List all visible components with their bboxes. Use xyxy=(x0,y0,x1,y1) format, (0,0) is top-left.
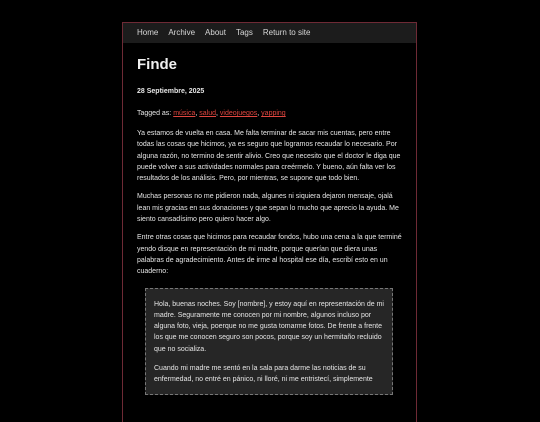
quote-paragraph: Cuando mi madre me sentó en la sala para darme las noticias de su enfermedad, no entré en pánico, ni lloré, ni me entristecí, simplemente xyxy=(154,365,373,384)
post-paragraph: Entre otras cosas que hicimos para recaudar fondos, hubo una cena a la que terminé yendo disque en representación de mi madre, porque querían que diera unas palabras de agradecimiento. Antes de irme al hospital ese día, escribí esto en un cuaderno: xyxy=(137,234,402,276)
nav-archive-link[interactable]: Archive xyxy=(168,28,196,37)
post-title: Finde xyxy=(137,56,177,73)
post-date: 28 Septiembre, 2025 xyxy=(137,88,205,95)
tag-link-yapping[interactable]: yapping xyxy=(261,110,286,117)
post-tags: Tagged as: música, salud, videojuegos, yapping xyxy=(137,110,286,117)
quote-paragraph: Hola, buenas noches. Soy [nombre], y estoy aquí en representación de mi madre. Seguramente me conocen por mi nombre, algunos incluso por alguna foto, vieja, poerque no me gusta tomarme fotos. De frente a frente los que me conocen seguro son pocos, porque soy un hermitaño recluido que no socializa. xyxy=(154,300,384,353)
blog-page-frame xyxy=(122,22,417,422)
post-content xyxy=(123,56,416,395)
tag-link-musica[interactable]: música xyxy=(173,110,196,117)
post-paragraph: Ya estamos de vuelta en casa. Me falta terminar de sacar mis cuentas, pero entre todas las cosas que hicimos, ya es seguro que logramos recaudar lo necesario. Por alguna razón, no termino de sentir alivio. Creo que necesito que el doctor le diga que puede volver a sus actividades normales para creérmelo. Y bueno, aún falta ver los resultados de los análisis. Pero, por mientras, se supone que todo bien. xyxy=(137,130,401,183)
tag-link-salud[interactable]: salud xyxy=(199,110,217,117)
tagged-as-label: Tagged as: xyxy=(137,110,172,117)
top-nav xyxy=(123,23,416,43)
nav-about-link[interactable]: About xyxy=(205,28,226,37)
nav-return-to-site-link[interactable]: Return to site xyxy=(262,28,311,37)
notebook-quote xyxy=(145,288,393,395)
nav-home-link[interactable]: Home xyxy=(137,28,159,37)
post-paragraph: Muchas personas no me pidieron nada, algunes ni siquiera dejaron mensaje, ojalá lean mis gracias en sus donaciones y que sepan lo mucho que aprecio la ayuda. Me siento cansadísimo pero quiero hacer algo. xyxy=(137,193,399,224)
nav-tags-link[interactable]: Tags xyxy=(235,28,253,37)
tag-link-videojuegos[interactable]: videojuegos xyxy=(219,110,258,117)
